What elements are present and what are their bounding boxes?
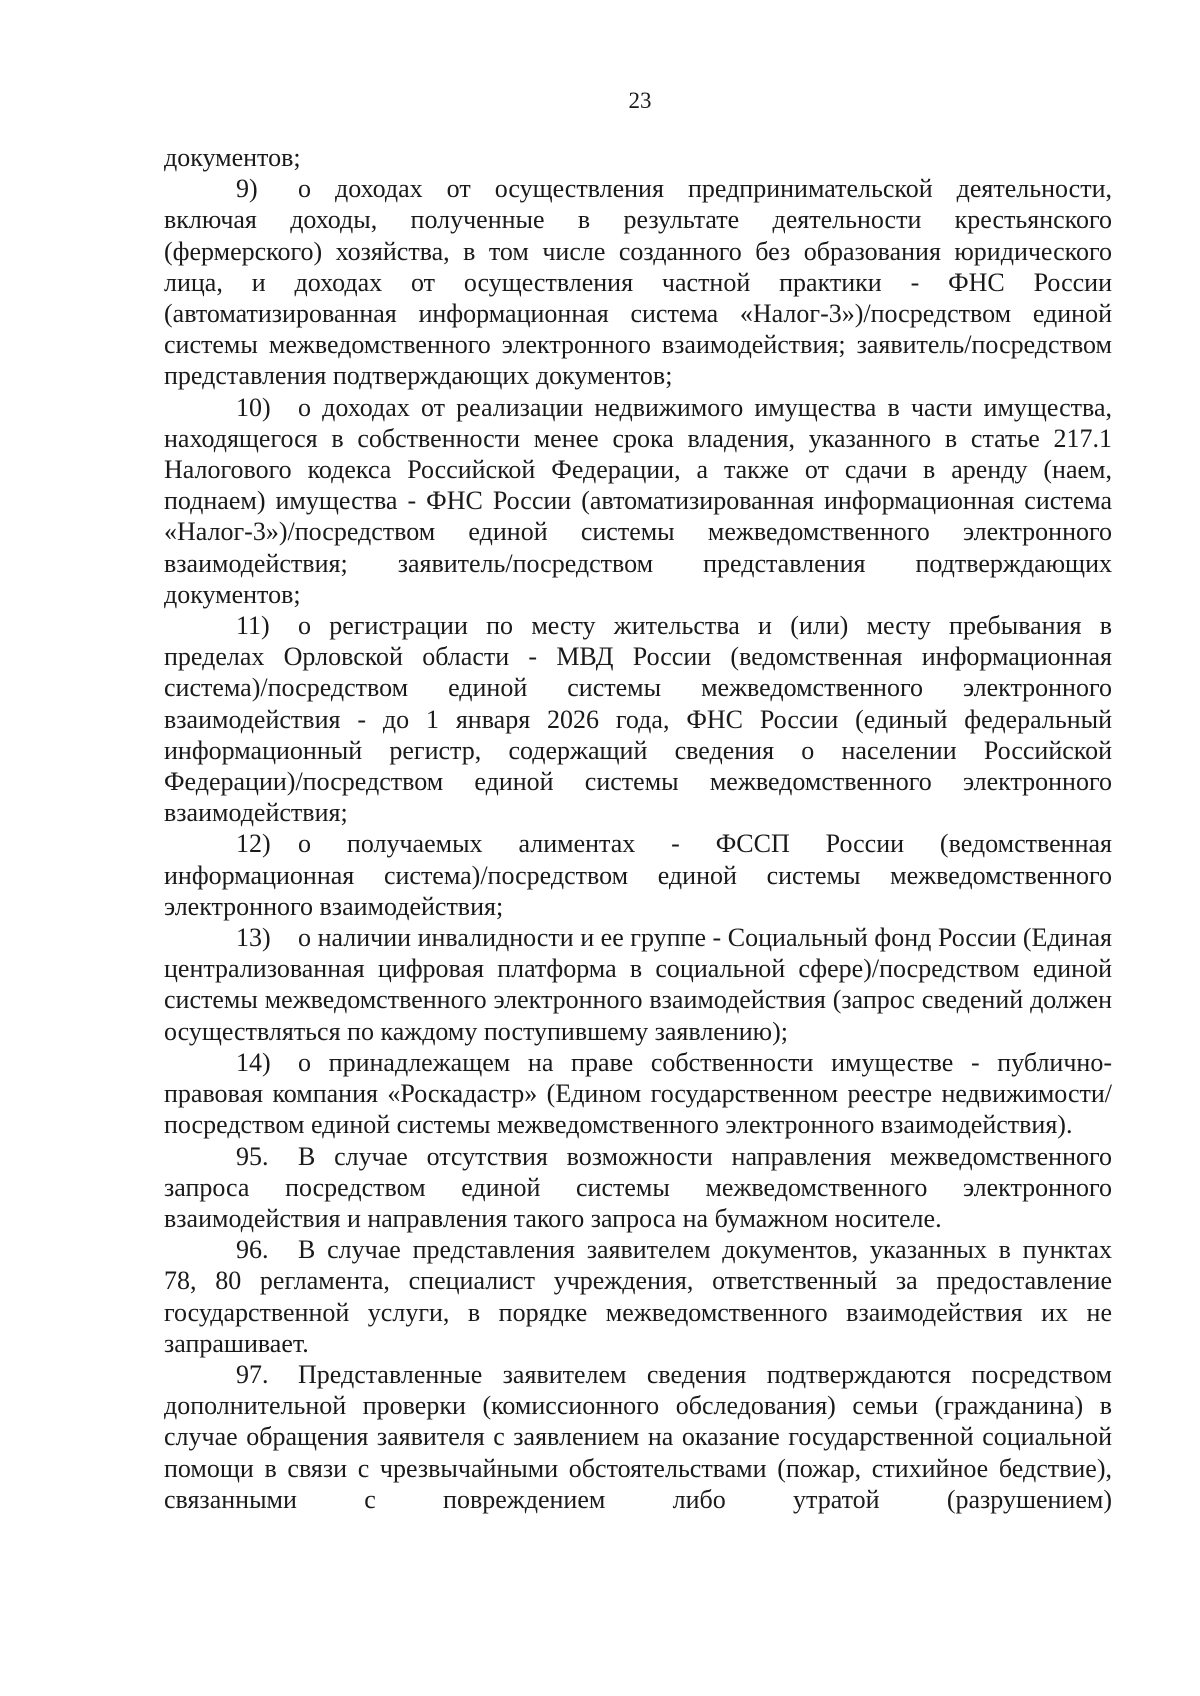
list-item-9 (164, 173, 1112, 391)
clause-number: 96. (236, 1235, 269, 1265)
list-item-14 (164, 1047, 1112, 1141)
clause-text: В случае отсутствия возможности направления межведомственного запроса посредством единой системы межведомственного электронного взаимодействия и направления такого запроса на бумажном носителе. (164, 1141, 1112, 1233)
clause-text: В случае представления заявителем документов, указанных в пунктах 78, 80 регламента, специалист учреждения, ответственный за предоставление государственной услуги, в порядке межведомственного взаимодействия их не запрашивает. (164, 1235, 1112, 1358)
clause-96 (164, 1234, 1112, 1359)
clause-text: Представленные заявителем сведения подтверждаются посредством дополнительной проверки (комиссионного обследования) семьи (гражданина) в случае обращения заявителя с заявлением на оказание государственной социальной помощи в связи с чрезвычайными обстоятельствами (пожар, стихийное бедствие), связанными с повреждением либо утратой (разрушением) (164, 1359, 1112, 1514)
clause-number: 95. (236, 1141, 269, 1171)
item-text: о принадлежащем на праве собственности имуществе - публично-правовая компания «Роскадастр» (Едином государственном реестре недвижимости/посредством единой системы межведомственного электронного взаимодействия). (164, 1047, 1112, 1140)
item-text: о регистрации по месту жительства и (или) месту пребывания в пределах Орловской области - МВД России (ведомственная информационная система)/посредством единой системы межведомственного электронного взаимодействия - до 1 января 2026 года, ФНС России (единый федеральный информационный регистр, содержащий сведения о населении Российской Федерации)/посредством единой системы межведомственного электронного взаимодействия; (164, 611, 1112, 828)
item-text: о получаемых алиментах - ФССП России (ведомственная информационная система)/посредством единой системы межведомственного электронного взаимодействия; (164, 829, 1112, 921)
item-number: 11) (236, 611, 270, 641)
item-number: 9) (236, 174, 258, 204)
item-text: о доходах от реализации недвижимого имущества в части имущества, находящегося в собственности менее срока владения, указанного в статье 217.1 Налогового кодекса Российской Федерации, а также от сдачи в аренду (наем, поднаем) имущества - ФНС России (автоматизированная информационная система «Налог-3»)/посредством единой системы межведомственного электронного взаимодействия; заявитель/посредством представления подтверждающих документов; (164, 392, 1112, 609)
document-body (164, 142, 1112, 1515)
clause-95 (164, 1141, 1112, 1235)
item-number: 13) (236, 923, 271, 953)
list-item-11 (164, 610, 1112, 828)
paragraph-text: документов; (164, 143, 301, 172)
paragraph-continuation (164, 142, 1112, 173)
item-text: о доходах от осуществления предпринимательской деятельности, включая доходы, полученные в результате деятельности крестьянского (фермерского) хозяйства, в том числе созданного без образования юридического лица, и доходах от осуществления частной практики - ФНС России (автоматизированная информационная система «Налог-3»)/посредством единой системы межведомственного электронного взаимодействия; заявитель/посредством представления подтверждающих документов; (164, 174, 1112, 391)
list-item-10 (164, 392, 1112, 610)
list-item-13 (164, 922, 1112, 1047)
item-number: 10) (236, 392, 271, 422)
item-text: о наличии инвалидности и ее группе - Социальный фонд России (Единая централизованная цифровая платформа в социальной сфере)/посредством единой системы межведомственного электронного взаимодействия (запрос сведений должен осуществляться по каждому поступившему заявлению); (164, 923, 1112, 1046)
item-number: 14) (236, 1047, 271, 1077)
clause-number: 97. (236, 1359, 269, 1389)
list-item-12 (164, 828, 1112, 922)
page-number: 23 (628, 88, 652, 113)
clause-97 (164, 1359, 1112, 1515)
item-number: 12) (236, 829, 271, 859)
